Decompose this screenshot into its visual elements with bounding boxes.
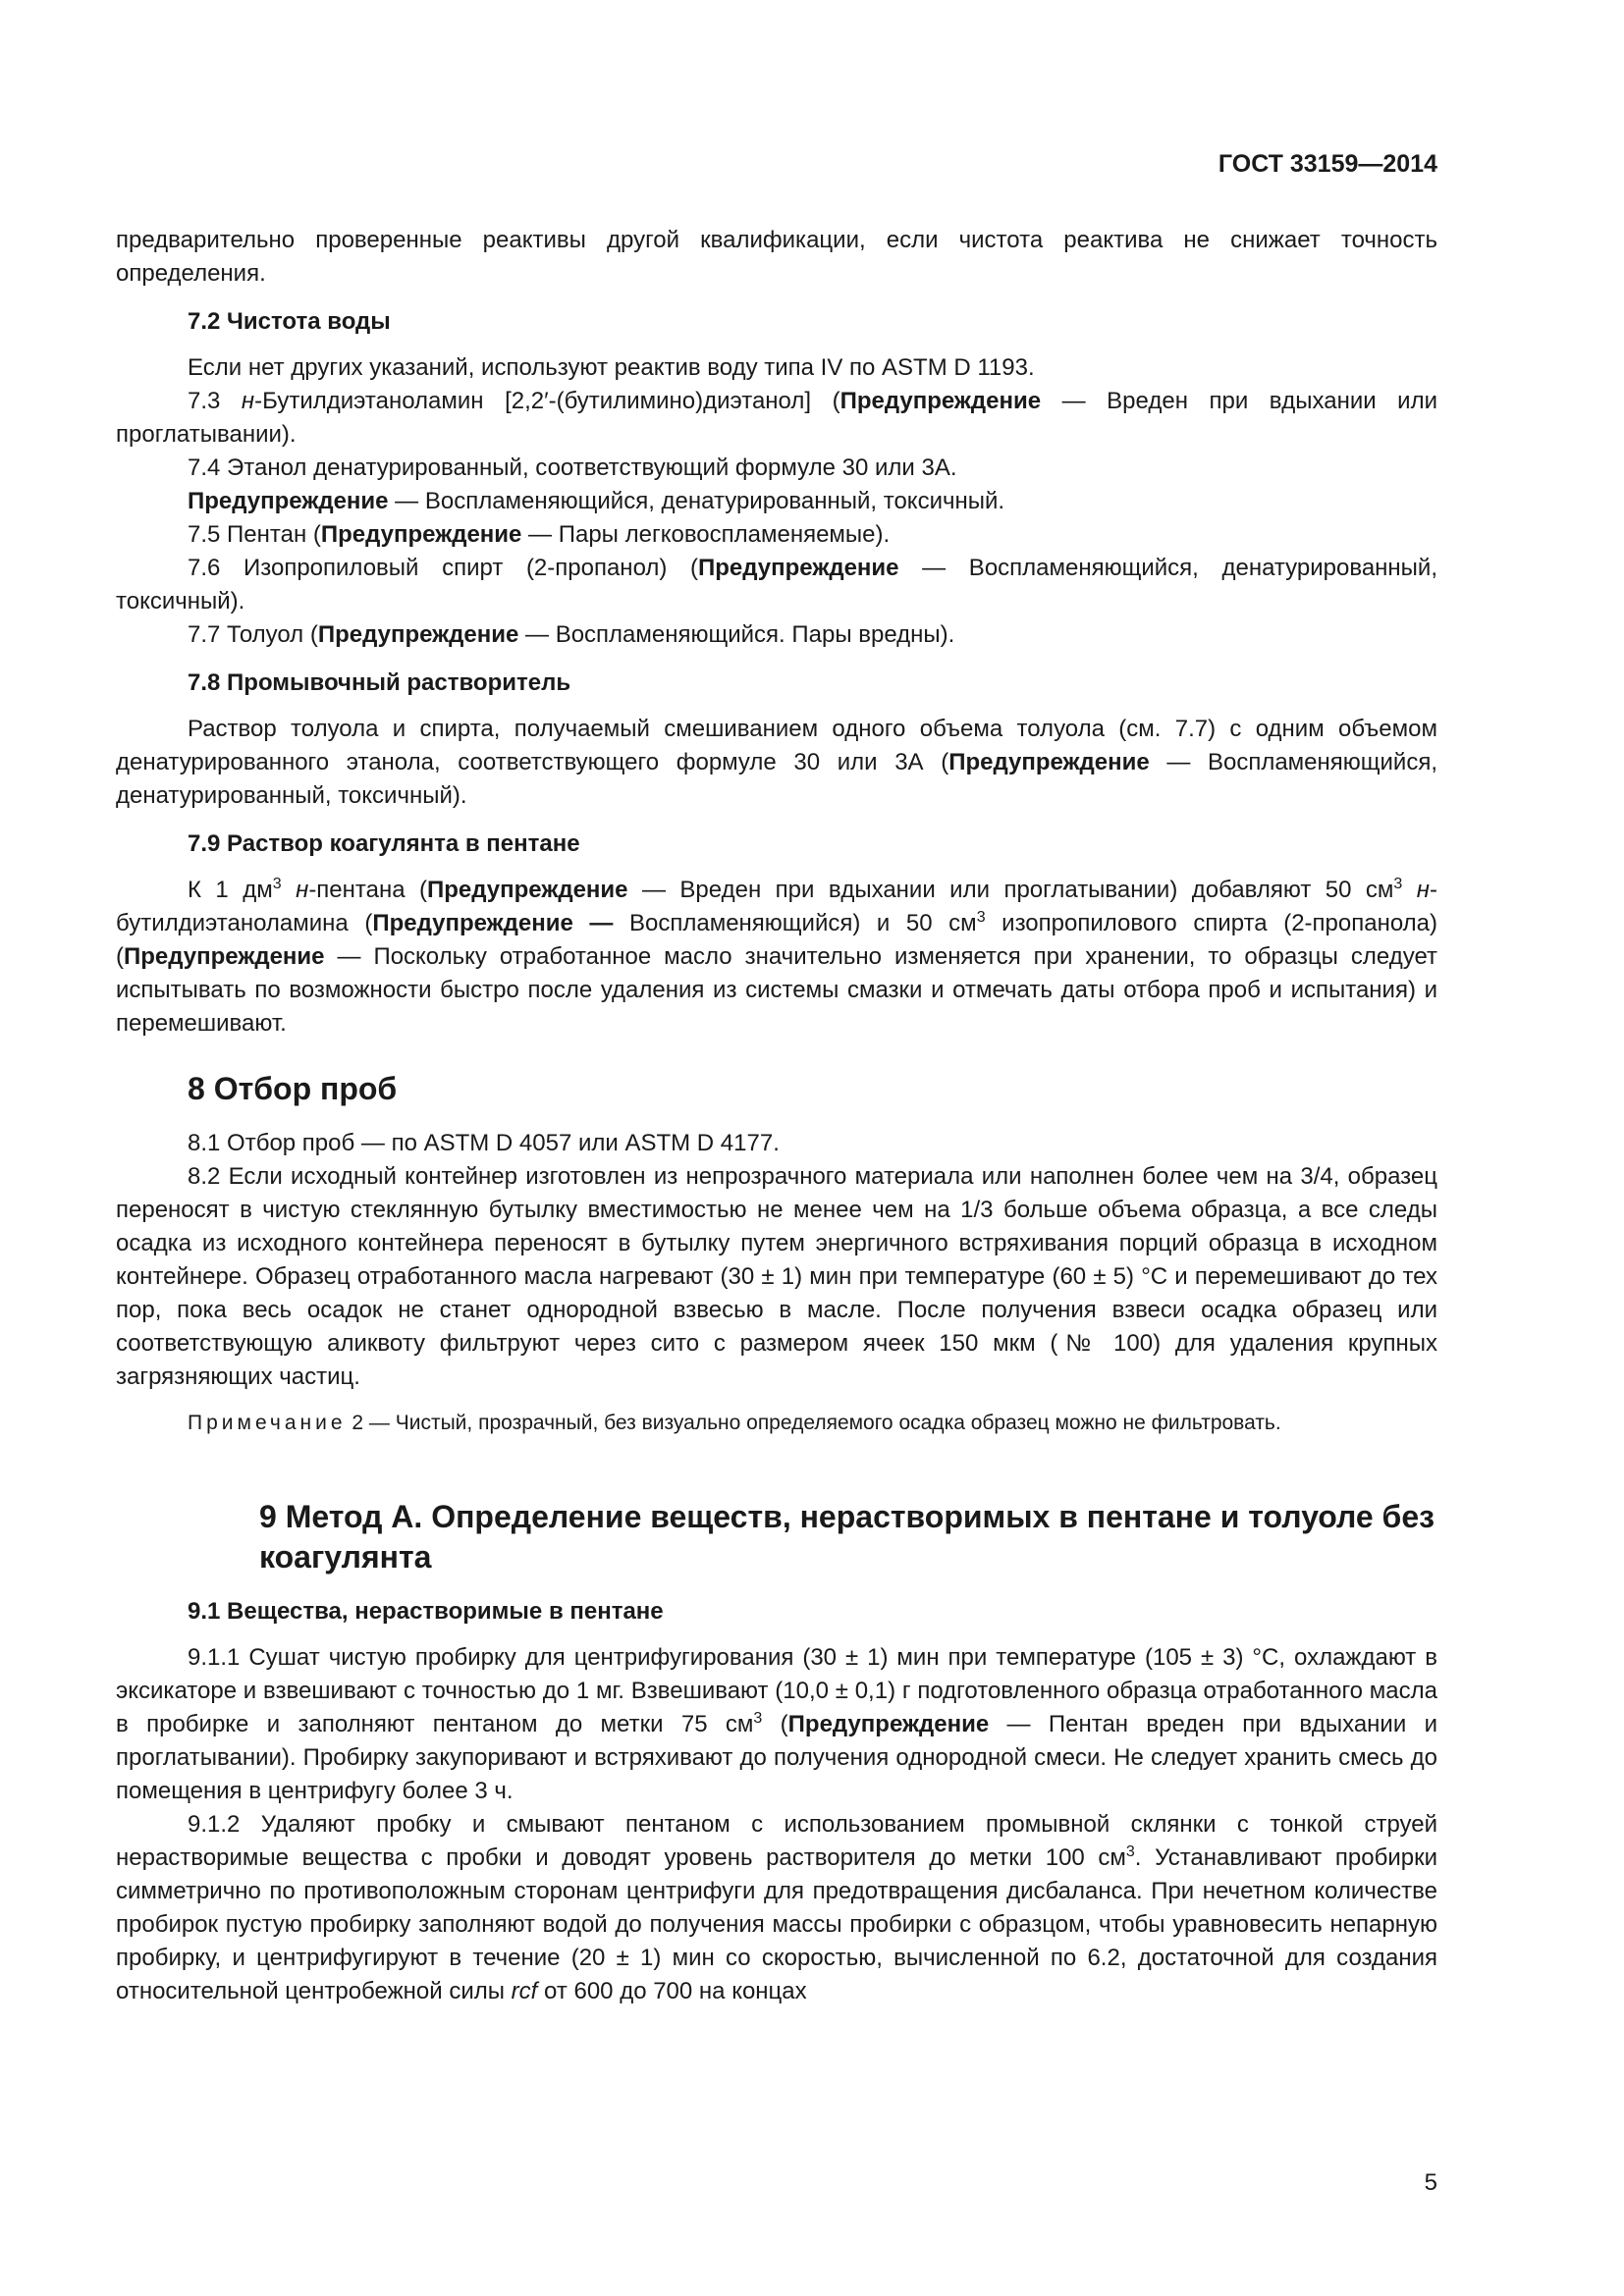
heading-9: 9 Метод А. Определение веществ, нерастворимых в пентане и толуоле без коагулянта [259,1499,1435,1575]
text-span: — Пентан вреден при вдыхании и проглатывании). Пробирку закупоривают и встряхивают до получения однородной смеси. Не следует хранить смесь до помещения в центрифугу более 3 ч. [116,1711,1437,1804]
text-span: -бутилдиэтаноламина ( [116,877,1437,936]
paragraph-9-1-2 [116,1808,1437,2008]
paragraph-7-5 [116,518,1437,552]
document-body [116,224,1437,2008]
text-span: — Воспламеняющийся. Пары вредны). [518,621,955,648]
text-span: Раствор толуола и спирта, получаемый смешиванием одного объема толуола (см. 7.7) с одним объемом денатурированного этанола, соответствующего формуле 30 или 3А ( [116,716,1437,775]
warning-label: Предупреждение [317,621,519,648]
text-span: изопропилового спирта (2-пропанола) ( [116,910,1438,970]
warning-label: Предупреждение [948,749,1150,775]
heading-7-2: 7.2 Чистота воды [188,308,391,335]
text-span: К 1 дм [188,877,273,903]
text-span: ( [762,1711,788,1737]
warning-label: Предупреждение [427,877,628,903]
text-span: от 600 до 700 на концах [537,1978,807,2004]
text-span: — Вреден при вдыхании или проглатывании) добавляют 50 см [627,877,1394,903]
text-span: 9.1.1 Сушат чистую пробирку для центрифугирования (30 ± 1) мин при температуре (105 ± 3) °С, охлаждают в эксикаторе и взвешивают с точностью до 1 мг. Взвешивают (10,0 ± 0,1) г подготовленного образца отработанного масла в пробирке и заполняют пентаном до метки 75 см [116,1644,1437,1737]
superscript: 3 [1393,876,1403,892]
text-span: 7.7 Толуол ( [188,621,318,648]
text-span: 7.6 Изопропиловый спирт (2-пропанол) ( [188,555,699,581]
text-span: — Воспламеняющийся, денатурированный, токсичный). [116,749,1438,809]
page-number: 5 [1424,2169,1437,2196]
text-span [282,877,296,903]
paragraph-7-6 [116,552,1437,618]
warning-label: Предупреждение [839,388,1042,414]
paragraph-intro: предварительно проверенные реактивы другой квалификации, если чистота реактива не снижает точность определения. [116,227,1437,287]
warning-label: Предупреждение [698,555,899,581]
paragraph-8-2: 8.2 Если исходный контейнер изготовлен из непрозрачного материала или наполнен более чем на 3/4, образец переносят в чистую стеклянную бутылку вместимостью не менее чем на 1/3 больше объема образца, а все следы осадка из исходного контейнера переносят в бутылку путем энергичного встряхивания порций образца в исходном контейнере. Образец отработанного масла нагревают (30 ± 1) мин при температуре (60 ± 5) °С и перемешивают до тех пор, пока весь осадок не станет однородной взвесью в масле. После получения взвеси осадка образец или соответствующую аликвоту фильтруют через сито с размером ячеек 150 мкм (№ 100) для удаления крупных загрязняющих частиц. [116,1163,1437,1390]
text-span: . Устанавливают пробирки симметрично по противоположным сторонам центрифуги для предотвращения дисбаланса. При нечетном количестве пробирок пустую пробирку заполняют водой до получения массы пробирки с образцом, чтобы уравновесить непарную пробирку, и центрифугируют в течение (20 ± 1) мин со скоростью, вычисленной по 6.2, достаточной для создания относительной центробежной силы [116,1844,1437,2004]
heading-8: 8 Отбор проб [188,1071,398,1106]
text-span: -пентана ( [308,877,428,903]
warning-label: Предупреждение [787,1711,990,1737]
paragraph-7-7 [116,618,1437,652]
superscript: 3 [272,876,282,892]
warning-label: Предупреждение [124,943,325,970]
heading-7-9: 7.9 Раствор коагулянта в пентане [188,830,580,857]
text-span: 7.3 [188,388,242,414]
paragraph-7-4-warning [116,485,1437,518]
text-span: 9.1.2 Удаляют пробку и смывают пентаном с использованием промывной склянки с тонкой струей нерастворимые вещества с пробки и доводят уровень растворителя до метки 100 см [116,1811,1437,1871]
text-span: — Вреден при вдыхании или проглатывании). [116,388,1437,448]
paragraph-7-2: Если нет других указаний, используют реактив воду типа IV по ASTM D 1193. [188,354,1035,381]
document-header: ГОСТ 33159—2014 [1218,150,1437,178]
superscript: 3 [1125,1843,1135,1860]
superscript: 3 [753,1710,763,1727]
text-span: Воспламеняющийся) и 50 см [613,910,977,936]
italic-text: rcf [511,1978,538,2004]
text-span: — Воспламеняющийся, денатурированный, токсичный. [388,488,1005,514]
text-span: 7.5 Пентан ( [188,521,321,548]
italic-text: н [241,388,255,414]
paragraph-7-9 [116,874,1437,1041]
text-span: -Бутилдиэтаноламин [2,2′-(бутилимино)диэтанол] ( [254,388,840,414]
heading-9-1: 9.1 Вещества, нерастворимые в пентане [188,1598,664,1625]
warning-label: Предупреждение [188,488,389,514]
text-span: — Пары легковоспламеняемые). [521,521,891,548]
note-text: 2 — Чистый, прозрачный, без визуально определяемого осадка образец можно не фильтровать. [346,1412,1281,1434]
warning-label: Предупреждение [320,521,522,548]
text-span: — Воспламеняющийся, денатурированный, токсичный). [116,555,1437,614]
paragraph-7-3 [116,385,1437,452]
heading-7-8: 7.8 Промывочный растворитель [188,669,571,696]
paragraph-9-1-1 [116,1641,1437,1808]
paragraph-8-1: 8.1 Отбор проб — по ASTM D 4057 или ASTM D 4177. [188,1130,780,1156]
note-2 [116,1408,1437,1438]
italic-text: н [1416,877,1430,903]
note-label: Примечание [188,1412,347,1434]
warning-label: Предупреждение — [372,910,614,936]
italic-text: н [296,877,309,903]
paragraph-7-4: 7.4 Этанол денатурированный, соответствующий формуле 30 или 3А. [188,454,957,481]
superscript: 3 [976,909,986,926]
paragraph-7-8 [116,713,1437,813]
text-span: — Поскольку отработанное масло значительно изменяется при хранении, то образцы следует испытывать по возможности быстро после удаления из системы смазки и отмечать даты отбора проб и испытания) и перемешивают. [116,943,1437,1037]
text-span [1402,877,1416,903]
